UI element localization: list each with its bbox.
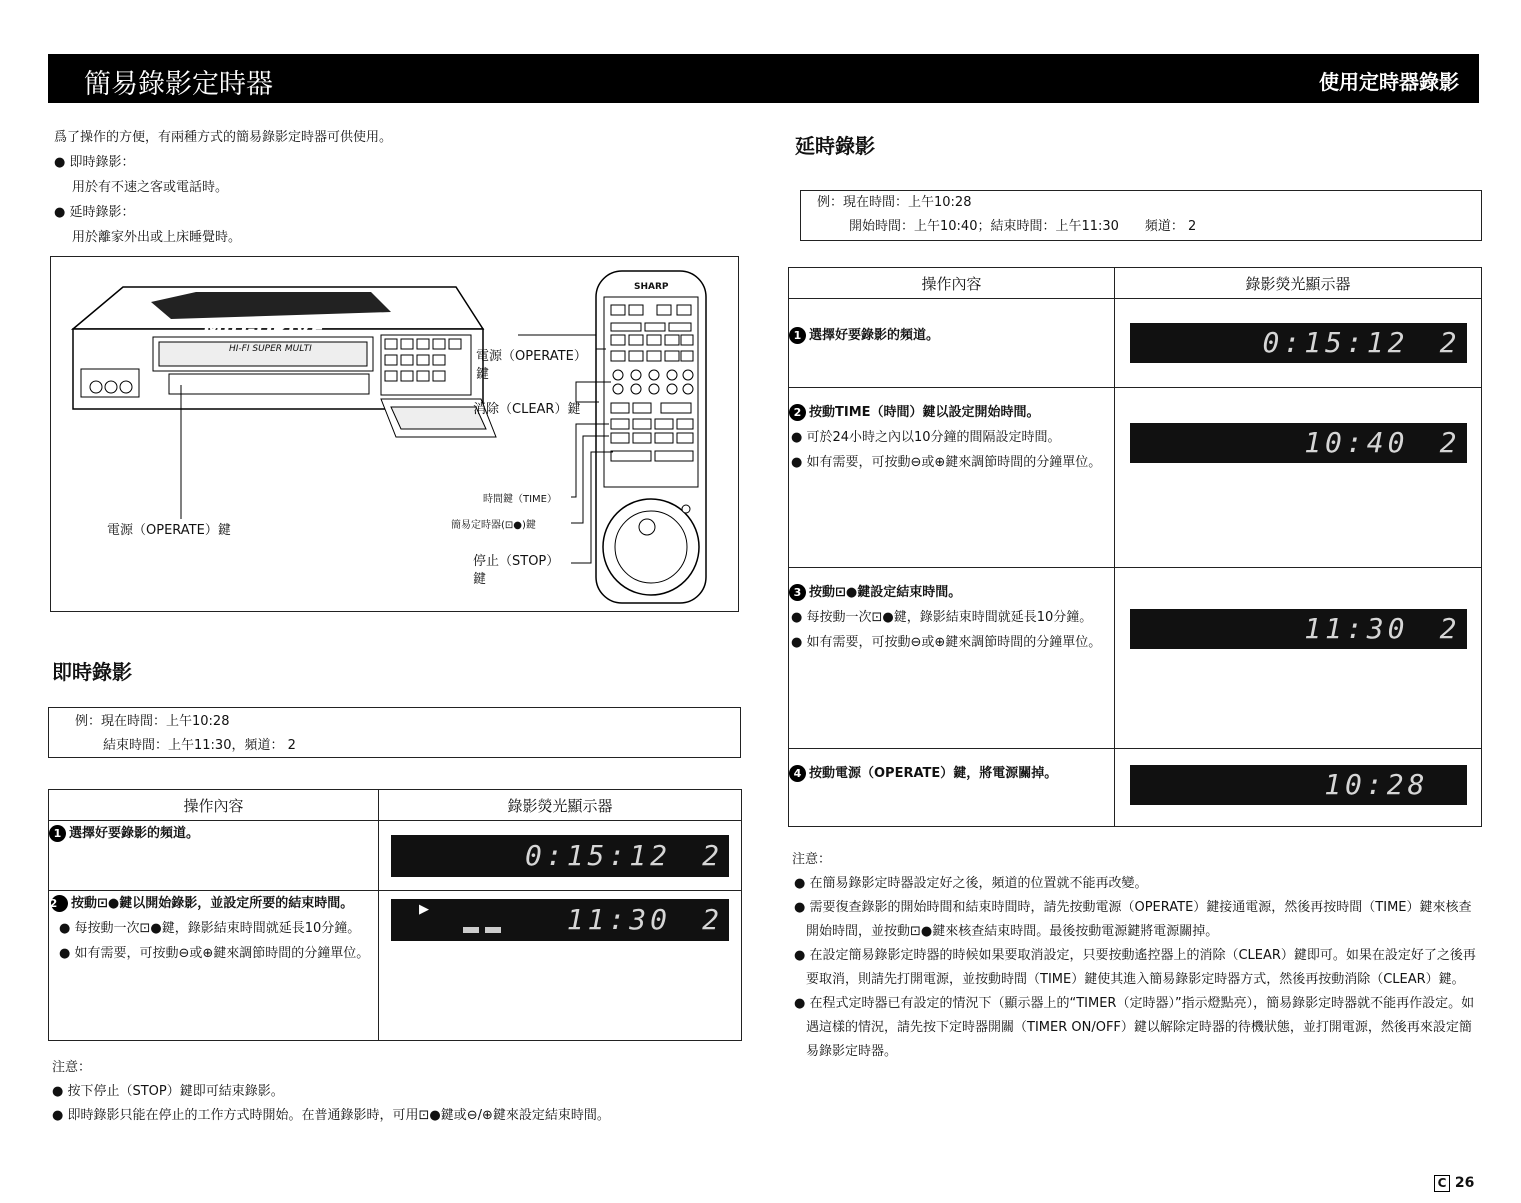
display-time: 0:15:12: [524, 838, 671, 872]
section-title: 使用定時器錄影: [1319, 70, 1459, 94]
instant-title: 即時錄影: [52, 660, 132, 684]
note-item: ● 在簡易錄影定時器設定好之後，頻道的位置就不能再改變。: [794, 876, 1148, 891]
vcr-illustration: [51, 257, 737, 610]
col-header-operation: 操作內容: [49, 790, 379, 821]
display-channel: 2: [1439, 612, 1457, 645]
delayed-example-box: [800, 190, 1482, 241]
time-key-label: 時間鍵（TIME）: [483, 494, 558, 505]
col-header-display: 錄影熒光顯示器: [1115, 268, 1482, 299]
page-letter: C: [1434, 1175, 1450, 1192]
page-number: [1434, 1175, 1474, 1192]
intro-item-desc: 用於離家外出或上床睡覺時。: [72, 230, 242, 245]
col-header-operation: 操作內容: [789, 268, 1115, 299]
instant-example-box: [48, 707, 741, 758]
display-channel: 2: [702, 838, 719, 872]
delayed-title: 延時錄影: [795, 134, 875, 158]
fluorescent-display: [1130, 423, 1467, 463]
step-cell: [789, 749, 1115, 827]
rec-indicator-icon: [463, 927, 479, 933]
stop-key-label: 停止（STOP）: [473, 554, 560, 569]
delayed-table: [788, 267, 1482, 827]
display-time: 11:30: [1304, 612, 1409, 645]
display-cell: [1115, 299, 1482, 388]
step-text: 選擇好要錄影的頻道。: [69, 826, 200, 841]
display-channel: 2: [1439, 426, 1457, 459]
vcr-brand: MID-DRIVE: [203, 317, 325, 341]
step-cell: [49, 821, 379, 891]
intro-lead: 爲了操作的方便，有兩種方式的簡易錄影定時器可供使用。: [54, 130, 393, 145]
note-item: ● 在程式定時器已有設定的情況下（顯示器上的“TIMER（定時器）”指示燈點亮），簡易錄影定時器就不能再作設定。如遇這樣的情況，請先按下定時器開關（TIMER ON/OFF）鍵以解除定時器的待機狀態，並打開電源，然後再來設定簡易錄影定時器。: [794, 996, 1475, 1059]
page-num: 26: [1454, 1175, 1475, 1191]
display-time: 10:40: [1304, 426, 1409, 459]
step-cell: [789, 299, 1115, 388]
vcr-model-text: HI-FI SUPER MULTI: [229, 344, 312, 354]
fluorescent-display: [1130, 765, 1467, 805]
col-header-display: 錄影熒光顯示器: [379, 790, 742, 821]
step-cell: [789, 568, 1115, 749]
display-time: 0:15:12: [1262, 326, 1409, 359]
step-bullet: ● 每按動一次⊡●鍵，錄影結束時間就延長10分鐘。: [59, 921, 361, 936]
intro-item-label: ● 即時錄影：: [54, 155, 135, 170]
notes-title: 注意：: [792, 852, 832, 867]
page-title: 簡易錄影定時器: [84, 69, 273, 100]
note-item: ● 需要復查錄影的開始時間和結束時間時，請先按動電源（OPERATE）鍵接通電源，然後再按時間（TIME）鍵來核查開始時間，並按動⊡●鍵來核查結束時間。最後按動電源鍵將電源關掉。: [794, 900, 1472, 939]
fluorescent-display: [391, 835, 729, 877]
note-item: ● 在設定簡易錄影定時器的時候如果要取消設定，只要按動遙控器上的消除（CLEAR）鍵即可。如果在設定好了之後再要取消，則請先打開電源，並按動時間（TIME）鍵使其進入簡易錄影定時器方式，然後再按動消除（CLEAR）鍵。: [794, 948, 1476, 987]
step-number: 1: [49, 825, 66, 842]
display-channel: 2: [702, 903, 719, 936]
step-text: 按動⊡●鍵以開始錄影，並設定所要的結束時間。: [71, 896, 354, 911]
step-text: 按動⊡●鍵設定結束時間。: [809, 585, 962, 600]
step-number: 2: [789, 404, 806, 421]
display-time: 10:28: [1324, 768, 1429, 801]
step-bullet: ● 如有需要，可按動⊖或⊕鍵來調節時間的分鐘單位。: [791, 635, 1102, 650]
clear-key-label: 消除（CLEAR）鍵: [473, 402, 581, 417]
step-cell: [789, 388, 1115, 568]
intro-item-desc: 用於有不速之客或電話時。: [72, 180, 229, 195]
display-cell: [379, 821, 742, 891]
fluorescent-display: [1130, 609, 1467, 649]
display-channel: 2: [1439, 326, 1457, 359]
display-time: 11:30: [566, 903, 671, 936]
step-bullet: ● 可於24小時之內以10分鐘的間隔設定時間。: [791, 430, 1061, 445]
note-item: ● 按下停止（STOP）鍵即可結束錄影。: [52, 1084, 284, 1099]
step-number: 4: [789, 765, 806, 782]
step-number: 3: [789, 584, 806, 601]
example-line: 例：現在時間：上午10:28: [817, 195, 972, 210]
step-bullet: ● 每按動一次⊡●鍵，錄影結束時間就延長10分鐘。: [791, 610, 1093, 625]
operate-key-label-left: 電源（OPERATE）鍵: [107, 523, 231, 538]
stop-key-label-2: 鍵: [473, 572, 487, 587]
operate-key-label-right: 電源（OPERATE）: [476, 349, 587, 364]
display-cell: [1115, 749, 1482, 827]
step-number: 2: [51, 895, 68, 912]
play-indicator-icon: ▶: [419, 902, 429, 917]
intro: [54, 125, 734, 250]
step-number: 1: [789, 327, 806, 344]
step-bullet: ● 如有需要，可按動⊖或⊕鍵來調節時間的分鐘單位。: [59, 946, 370, 961]
operate-key-label-right-2: 鍵: [476, 367, 490, 382]
step-cell: [49, 891, 379, 1041]
fluorescent-display: [1130, 323, 1467, 363]
note-item: ● 即時錄影只能在停止的工作方式時開始。在普通錄影時，可用⊡●鍵或⊖/⊕鍵來設定結束時間。: [52, 1108, 610, 1123]
display-cell: [379, 891, 742, 1041]
instant-notes: [52, 1056, 742, 1128]
step-text: 按動電源（OPERATE）鍵，將電源關掉。: [809, 766, 1058, 781]
step-text: 選擇好要錄影的頻道。: [809, 328, 940, 343]
step-bullet: ● 如有需要，可按動⊖或⊕鍵來調節時間的分鐘單位。: [791, 455, 1102, 470]
example-line: 開始時間：上午10:40；結束時間：上午11:30 頻道： 2: [849, 219, 1197, 234]
page-header: [48, 54, 1479, 103]
example-line: 例：現在時間：上午10:28: [75, 714, 230, 729]
delayed-notes: [792, 848, 1482, 1064]
instant-table: [48, 789, 742, 1041]
step-text: 按動TIME（時間）鍵以設定開始時間。: [809, 405, 1040, 420]
intro-item-label: ● 延時錄影：: [54, 205, 135, 220]
remote-brand: SHARP: [634, 282, 669, 292]
example-line: 結束時間：上午11:30，頻道： 2: [103, 738, 296, 753]
notes-title: 注意：: [52, 1060, 92, 1075]
vcr-figure: [50, 256, 739, 612]
display-cell: [1115, 388, 1482, 568]
easy-timer-key-label: 簡易定時器(⊡●)鍵: [451, 520, 536, 531]
timer-indicator-icon: [485, 927, 501, 933]
display-cell: [1115, 568, 1482, 749]
fluorescent-display: [391, 899, 729, 941]
